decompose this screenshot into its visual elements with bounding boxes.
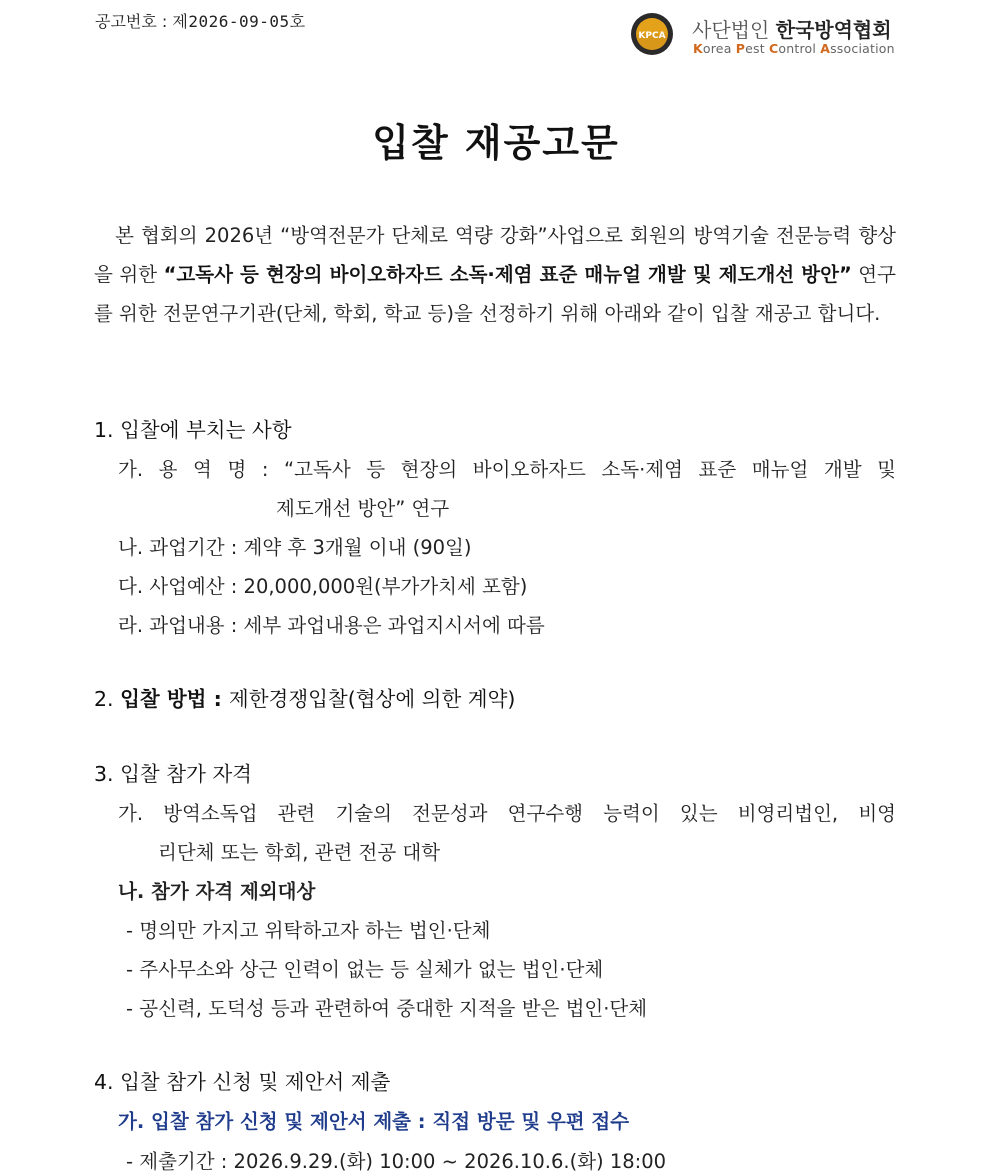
section2-number: 2. <box>94 687 121 711</box>
kpca-emblem-icon <box>630 12 674 56</box>
section1-item-a-line2: 제도개선 방안” 연구 <box>276 497 450 520</box>
section3-item-a-line1: 가. 방역소독업 관련 기술의 전문성과 연구수행 능력이 있는 비영리법인, 비영 <box>118 802 896 825</box>
logo-en-cap: K <box>693 41 703 56</box>
kpca-logo <box>630 12 895 58</box>
section1-heading <box>94 413 292 443</box>
logo-english-name <box>693 41 895 56</box>
section3-heading <box>94 757 252 787</box>
section2-heading <box>94 682 515 712</box>
notice-number <box>95 9 306 32</box>
section3-exclusion-item: - 주사무소와 상근 인력이 없는 등 실체가 없는 법인·단체 <box>126 958 604 981</box>
section3-number: 3. <box>94 762 121 786</box>
section4-submission-period: - 제출기간 : 2026.9.29.(화) 10:00 ~ 2026.10.6.(화) 18:00 <box>126 1150 667 1173</box>
logo-en-rest: ontrol <box>778 41 821 56</box>
logo-kr-light: 사단법인 <box>692 18 776 42</box>
emblem-text: KPCA <box>638 31 666 41</box>
section1-number: 1. <box>94 418 121 442</box>
section4-item-a: 가. 입찰 참가 신청 및 제안서 제출 : 직접 방문 및 우편 접수 <box>118 1110 630 1133</box>
logo-en-cap: C <box>769 41 779 56</box>
section2-title: 입찰 방법 : <box>120 687 229 711</box>
logo-en-rest: orea <box>702 41 736 56</box>
section4-number: 4. <box>94 1070 121 1094</box>
notice-number-label: 공고번호 : <box>95 12 173 31</box>
section1-item-d: 라. 과업내용 : 세부 과업내용은 과업지시서에 따름 <box>118 614 545 637</box>
intro-project-title: “고독사 등 현장의 바이오하자드 소독·제염 표준 매뉴얼 개발 및 제도개선 방안” <box>163 263 852 286</box>
intro-text-2: 연구를 위한 전문연구기관(단체, 학회, 학교 등)을 선정하기 위해 아래와 같이 입찰 재공고 합니다. <box>94 263 896 325</box>
page-title: 입찰 재공고문 <box>372 121 620 165</box>
section3-item-b-heading: 나. 참가 자격 제외대상 <box>118 880 316 903</box>
section1-title: 입찰에 부치는 사항 <box>120 418 292 442</box>
notice-number-value: 제2026-09-05호 <box>172 12 306 31</box>
logo-en-rest: est <box>745 41 769 56</box>
logo-en-cap: A <box>820 41 831 56</box>
section4-heading <box>94 1065 390 1095</box>
section3-exclusion-item: - 공신력, 도덕성 등과 관련하여 중대한 지적을 받은 법인·단체 <box>126 997 648 1020</box>
section1-item-b: 나. 과업기간 : 계약 후 3개월 이내 (90일) <box>118 536 472 559</box>
logo-en-cap: P <box>735 41 746 56</box>
section2-value: 제한경쟁입찰(협상에 의한 계약) <box>228 687 516 711</box>
section1-item-a-line1: 가. 용 역 명 : “고독사 등 현장의 바이오하자드 소독·제염 표준 매뉴얼 개발 및 <box>118 458 896 481</box>
section3-item-a-line2: 리단체 또는 학회, 관련 전공 대학 <box>158 841 441 864</box>
intro-paragraph <box>94 216 896 333</box>
section4-title: 입찰 참가 신청 및 제안서 제출 <box>120 1070 391 1094</box>
logo-korean-name <box>692 14 892 43</box>
logo-kr-bold: 한국방역협회 <box>775 18 892 42</box>
section3-exclusion-item: - 명의만 가지고 위탁하고자 하는 법인·단체 <box>126 919 491 942</box>
intro-text-1: 본 협회의 2026년 “방역전문가 단체로 역량 강화”사업으로 회원의 방역기술 전문능력 향상을 위한 <box>94 224 896 286</box>
section3-title: 입찰 참가 자격 <box>120 762 252 786</box>
logo-en-rest: ssociation <box>830 41 895 56</box>
section1-item-c: 다. 사업예산 : 20,000,000원(부가가치세 포함) <box>118 575 528 598</box>
